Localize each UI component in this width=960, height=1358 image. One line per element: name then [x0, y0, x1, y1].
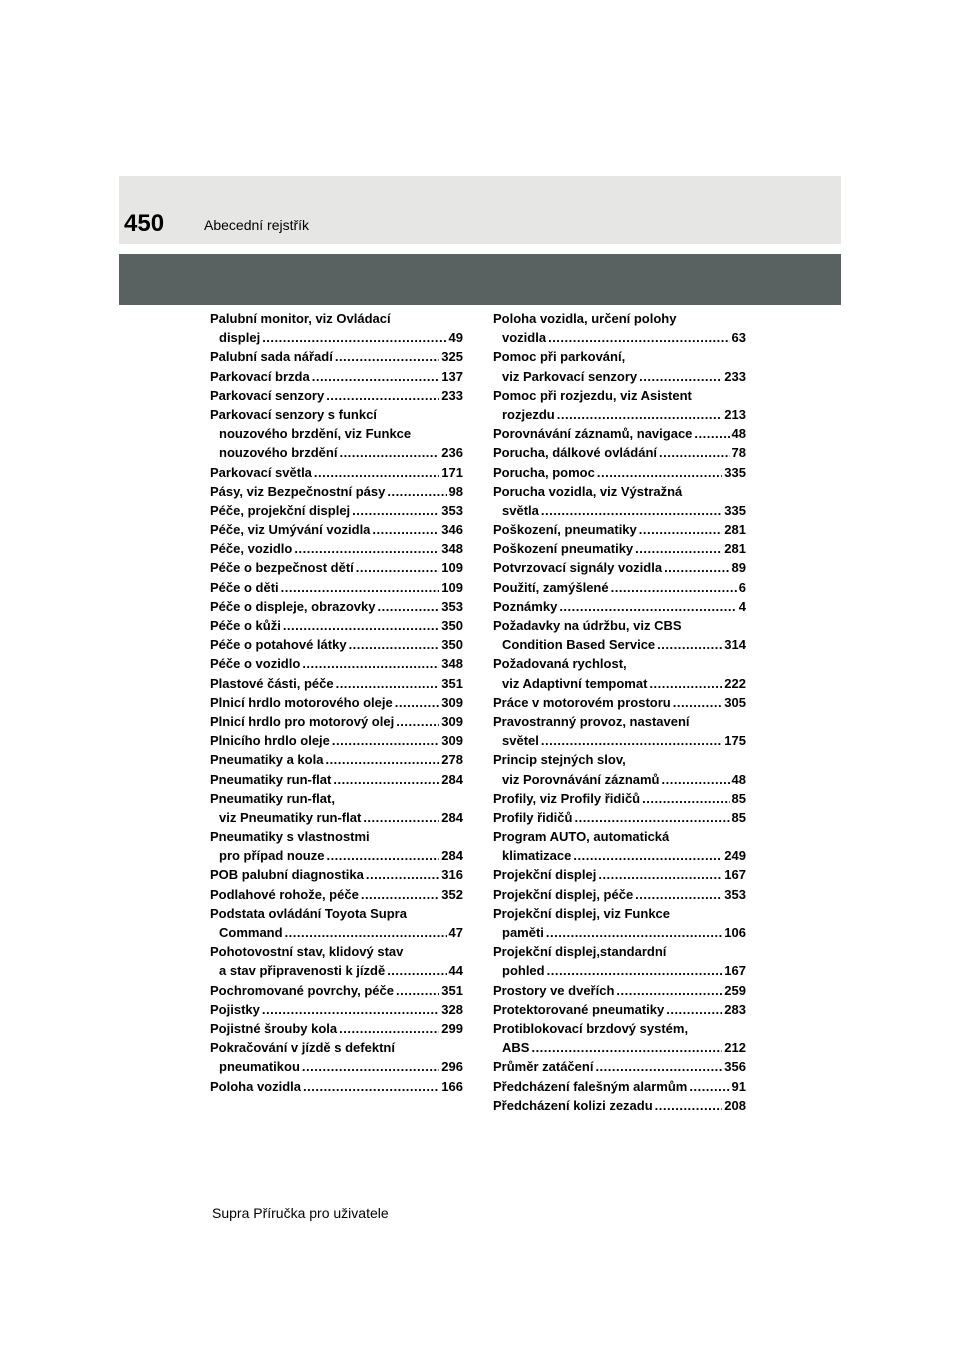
dot-leader — [659, 443, 730, 462]
dot-leader — [302, 654, 439, 673]
index-entry — [493, 712, 746, 750]
index-entry-text: Pojistky — [210, 1001, 260, 1017]
index-entry-text: Pneumatiky a kola — [210, 752, 324, 768]
dot-leader — [548, 328, 729, 347]
index-entry-page: 284 — [441, 809, 463, 825]
index-entry-text: Porucha vozidla, viz Výstražná — [493, 483, 683, 499]
index-entry-text: a stav připravenosti k jízdě — [219, 963, 386, 979]
index-entry-page: 212 — [724, 1040, 746, 1056]
index-entry-page: 106 — [724, 925, 746, 940]
index-entry-page: 236 — [441, 445, 463, 461]
dot-leader — [339, 443, 439, 462]
index-entry — [210, 750, 463, 769]
dot-leader — [281, 578, 440, 597]
index-entry — [210, 463, 463, 482]
index-entry-page: 44 — [448, 963, 463, 979]
index-entry-text: Parkovací světla — [210, 464, 312, 480]
index-entry-text: viz Pneumatiky run-flat — [219, 809, 362, 825]
index-entry-page: 137 — [441, 368, 463, 384]
dot-leader — [302, 1057, 439, 1076]
index-entry — [210, 539, 463, 558]
index-entry — [493, 789, 746, 808]
index-entry-page: 351 — [441, 675, 463, 691]
index-entry — [493, 904, 746, 942]
dot-leader — [336, 674, 440, 693]
index-entry-page: 166 — [441, 1078, 463, 1094]
index-entry-text: Projekční displej, viz Funkce — [493, 905, 671, 921]
dot-leader — [312, 367, 440, 386]
index-entry-page: 85 — [731, 809, 746, 825]
index-entry — [210, 482, 463, 501]
dot-leader — [649, 674, 722, 693]
index-entry — [210, 309, 463, 347]
dot-leader — [326, 846, 439, 865]
index-entry — [210, 654, 463, 673]
index-entry-text: paměti — [502, 925, 544, 940]
index-entry-page: 283 — [724, 1001, 746, 1017]
dot-leader — [541, 731, 722, 750]
index-entry-text: Plnicí hrdlo motorového oleje — [210, 694, 393, 710]
index-entry-text: Poškození pneumatiky — [493, 541, 634, 557]
dot-leader — [363, 808, 439, 827]
index-entry-text: Použití, zamýšlené — [493, 579, 609, 595]
index-entry-page: 350 — [441, 618, 463, 633]
dot-leader — [361, 885, 439, 904]
index-entry — [210, 635, 463, 654]
index-entry-text: vozidla — [502, 330, 547, 346]
index-entry-text: pohled — [502, 963, 545, 979]
index-entry-text: klimatizace — [502, 848, 572, 864]
index-entry-page: 63 — [731, 330, 746, 346]
index-entry-text: Podlahové rohože, péče — [210, 886, 359, 902]
dot-leader — [396, 712, 439, 731]
index-entry-page: 109 — [441, 579, 463, 595]
dot-leader — [285, 923, 447, 942]
index-entry-text: Parkovací senzory s funkcí — [210, 406, 377, 422]
index-entry-text: Parkovací senzory — [210, 387, 325, 403]
dot-leader — [664, 558, 729, 577]
index-entry-page: 284 — [441, 771, 463, 787]
index-entry-page: 89 — [731, 560, 746, 576]
dot-leader — [639, 367, 722, 386]
index-entry — [493, 539, 746, 558]
dot-leader — [557, 405, 723, 424]
dot-leader — [639, 520, 723, 539]
index-entry — [210, 674, 463, 693]
index-entry — [493, 386, 746, 424]
index-entry-text: Plnicího hrdlo oleje — [210, 733, 330, 749]
index-entry-text: displej — [219, 330, 261, 346]
index-entry-text: viz Adaptivní tempomat — [502, 675, 648, 691]
index-entry-text: Profily řidičů — [493, 809, 573, 825]
dot-leader — [559, 597, 736, 616]
index-entry-page: 259 — [724, 982, 746, 998]
dot-leader — [352, 501, 439, 520]
index-entry-page: 348 — [441, 541, 463, 557]
index-entry-page: 167 — [724, 963, 746, 979]
index-entry-page: 98 — [448, 483, 463, 499]
index-entry-page: 305 — [724, 694, 746, 710]
index-entry — [493, 865, 746, 884]
index-entry-text: Protiblokovací brzdový systém, — [493, 1020, 689, 1036]
index-entry-page: 335 — [724, 502, 746, 518]
index-entry-page: 299 — [441, 1020, 463, 1036]
index-entry — [210, 520, 463, 539]
index-entry-page: 353 — [441, 502, 463, 518]
index-entry-text: Palubní sada nářadí — [210, 349, 333, 365]
index-entry-page: 167 — [724, 867, 746, 883]
index-entry-text: Péče o displeje, obrazovky — [210, 598, 376, 614]
index-entry — [210, 1077, 463, 1096]
index-entry-text: Požadovaná rychlost, — [493, 656, 627, 672]
index-entry-page: 91 — [731, 1078, 746, 1094]
dot-leader — [666, 1000, 722, 1019]
index-entry — [210, 1019, 463, 1038]
section-title: Abecední rejstřík — [204, 217, 310, 233]
index-entry-text: Péče o potahové látky — [210, 637, 347, 653]
index-entry-text: Projekční displej, péče — [493, 886, 634, 902]
index-entry-text: Pomoc při rozjezdu, viz Asistent — [493, 387, 692, 403]
index-entry — [210, 789, 463, 827]
index-entry-page: 314 — [724, 637, 746, 653]
index-entry-text: Péče o bezpečnost dětí — [210, 560, 354, 576]
index-entry — [493, 443, 746, 462]
index-entry-page: 353 — [441, 598, 463, 614]
index-entry-page: 49 — [448, 330, 463, 346]
dot-leader — [262, 328, 446, 347]
dot-leader — [294, 539, 439, 558]
index-entry — [210, 827, 463, 865]
index-entry — [210, 386, 463, 405]
index-entry-page: 278 — [441, 752, 463, 768]
index-entry-text: Pneumatiky s vlastnostmi — [210, 829, 370, 845]
dot-leader — [387, 961, 446, 980]
index-entry-text: viz Porovnávání záznamů — [502, 771, 660, 787]
dot-leader — [597, 463, 722, 482]
index-entry — [210, 616, 463, 635]
index-entry — [493, 1077, 746, 1096]
dot-leader — [574, 808, 729, 827]
dot-leader — [396, 981, 439, 1000]
index-entry-text: Porucha, dálkové ovládání — [493, 445, 657, 461]
index-entry-page: 352 — [441, 886, 463, 902]
index-entry — [210, 558, 463, 577]
index-entry — [210, 1038, 463, 1076]
index-entry-text: nouzového brzdění — [219, 445, 338, 461]
index-entry-page: 309 — [441, 713, 463, 729]
index-entry-text: Péče o vozidlo — [210, 656, 301, 672]
index-entry — [493, 424, 746, 443]
index-entry-text: Pohotovostní stav, klidový stav — [210, 944, 404, 960]
dot-leader — [314, 463, 439, 482]
index-entry-page: 109 — [441, 560, 463, 576]
index-entry-page: 281 — [724, 522, 746, 538]
index-entry — [493, 347, 746, 385]
dot-leader — [662, 770, 730, 789]
page-number: 450 — [124, 210, 165, 237]
dot-leader — [395, 693, 440, 712]
dot-leader — [635, 885, 722, 904]
section-banner — [119, 254, 841, 305]
index-entry-text: Péče, projekční displej — [210, 502, 351, 518]
index-entry — [210, 597, 463, 616]
index-entry-text: Péče o děti — [210, 579, 279, 595]
index-entry — [493, 654, 746, 692]
index-entry-text: Plastové části, péče — [210, 675, 334, 691]
index-entry — [210, 731, 463, 750]
index-entry-page: 48 — [731, 771, 746, 787]
index-entry — [493, 558, 746, 577]
index-entry — [493, 1000, 746, 1019]
index-entry-text: Porucha, pomoc — [493, 464, 595, 480]
index-entry — [210, 367, 463, 386]
dot-leader — [262, 1000, 439, 1019]
index-entry-page: 6 — [738, 579, 746, 595]
dot-leader — [546, 923, 722, 942]
index-entry — [493, 482, 746, 520]
index-column-left — [210, 309, 463, 1096]
index-entry-page: 249 — [724, 848, 746, 864]
dot-leader — [598, 865, 722, 884]
index-entry-page: 78 — [731, 445, 746, 461]
index-entry-text: Pásy, viz Bezpečnostní pásy — [210, 483, 386, 499]
index-entry-page: 309 — [441, 733, 463, 749]
dot-leader — [642, 789, 729, 808]
index-entry-text: Porovnávání záznamů, navigace — [493, 426, 693, 442]
index-entry-text: Péče, vozidlo — [210, 541, 293, 557]
index-entry-page: 175 — [724, 733, 746, 749]
dot-leader — [366, 865, 439, 884]
index-entry-text: Parkovací brzda — [210, 368, 310, 384]
index-entry-text: pneumatikou — [219, 1059, 300, 1075]
dot-leader — [325, 750, 439, 769]
dot-leader — [349, 635, 440, 654]
index-entry-page: 48 — [731, 426, 746, 442]
index-entry — [493, 520, 746, 539]
index-entry-text: Poznámky — [493, 598, 558, 614]
index-entry-text: Palubní monitor, viz Ovládací — [210, 311, 391, 326]
index-entry-page: 328 — [441, 1001, 463, 1017]
index-entry-page: 85 — [731, 790, 746, 806]
dot-leader — [689, 1077, 729, 1096]
index-entry-text: světla — [502, 502, 539, 518]
dot-leader — [673, 693, 723, 712]
index-entry-text: Projekční displej,standardní — [493, 944, 667, 960]
index-entry — [210, 578, 463, 597]
index-entry-page: 335 — [724, 464, 746, 480]
index-entry-page: 309 — [441, 694, 463, 710]
index-entry-text: Péče o kůži — [210, 618, 281, 633]
index-entry-text: Pneumatiky run-flat, — [210, 790, 335, 806]
dot-leader — [694, 424, 729, 443]
index-entry — [210, 693, 463, 712]
dot-leader — [283, 616, 439, 635]
index-entry — [493, 693, 746, 712]
dot-leader — [531, 1038, 722, 1057]
index-entry-text: Pochromované povrchy, péče — [210, 982, 394, 998]
index-entry-page: 284 — [441, 848, 463, 864]
index-entry — [210, 885, 463, 904]
dot-leader — [547, 961, 723, 980]
index-entry — [493, 885, 746, 904]
dot-leader — [657, 635, 722, 654]
index-entry-page: 296 — [441, 1059, 463, 1075]
index-entry-text: Command — [219, 925, 283, 940]
index-entry-page: 4 — [738, 598, 746, 614]
index-entry-text: Pojistné šrouby kola — [210, 1020, 338, 1036]
index-entry — [493, 1019, 746, 1057]
index-entry — [210, 770, 463, 789]
index-entry-text: Podstata ovládání Toyota Supra — [210, 905, 407, 921]
index-entry-page: 233 — [724, 368, 746, 384]
index-entry-text: Práce v motorovém prostoru — [493, 694, 671, 710]
index-entry-page: 353 — [724, 886, 746, 902]
dot-leader — [339, 1019, 439, 1038]
dot-leader — [595, 1057, 722, 1076]
dot-leader — [541, 501, 722, 520]
index-entry — [493, 827, 746, 865]
dot-leader — [611, 578, 737, 597]
index-entry-text: ABS — [502, 1040, 530, 1056]
dot-leader — [303, 1077, 439, 1096]
index-entry-text: Program AUTO, automatická — [493, 829, 670, 845]
index-entry-page: 171 — [441, 464, 463, 480]
index-entry — [493, 616, 746, 654]
index-entry-page: 222 — [724, 675, 746, 691]
index-entry — [210, 347, 463, 366]
index-entry-page: 351 — [441, 982, 463, 998]
dot-leader — [573, 846, 722, 865]
index-entry — [493, 981, 746, 1000]
index-entry-text: Předcházení kolizi zezadu — [493, 1097, 653, 1113]
index-entry-text: Prostory ve dveřích — [493, 982, 615, 998]
index-entry-text: Protektorované pneumatiky — [493, 1001, 665, 1017]
index-entry-page: 213 — [724, 406, 746, 422]
index-entry-text: Potvrzovací signály vozidla — [493, 560, 663, 576]
index-entry — [493, 942, 746, 980]
index-entry-text: POB palubní diagnostika — [210, 867, 364, 883]
index-entry — [210, 865, 463, 884]
index-entry-text: Pomoc při parkování, — [493, 349, 626, 365]
index-entry-text: pro případ nouze — [219, 848, 325, 864]
index-entry — [493, 309, 746, 347]
index-entry-text: Condition Based Service — [502, 637, 656, 653]
index-entry-page: 356 — [724, 1059, 746, 1075]
index-entry-page: 208 — [724, 1097, 746, 1113]
index-entry-page: 281 — [724, 541, 746, 557]
index-entry-page: 350 — [441, 637, 463, 653]
index-entry-text: Požadavky na údržbu, viz CBS — [493, 618, 682, 633]
index-entry — [210, 501, 463, 520]
index-entry — [493, 578, 746, 597]
dot-leader — [616, 981, 722, 1000]
index-entry-text: viz Parkovací senzory — [502, 368, 638, 384]
index-entry-text: Pneumatiky run-flat — [210, 771, 332, 787]
index-entry — [210, 712, 463, 731]
index-entry-text: světel — [502, 733, 539, 749]
index-entry-page: 348 — [441, 656, 463, 672]
index-entry-page: 316 — [441, 867, 463, 883]
index-entry-text: Péče, viz Umývání vozidla — [210, 522, 371, 538]
index-entry-page: 233 — [441, 387, 463, 403]
index-entry-text: Předcházení falešným alarmům — [493, 1078, 688, 1094]
dot-leader — [377, 597, 439, 616]
index-entry — [493, 750, 746, 788]
dot-leader — [356, 558, 440, 577]
index-entry-text: nouzového brzdění, viz Funkce — [219, 426, 412, 442]
dot-leader — [335, 347, 439, 366]
dot-leader — [635, 539, 722, 558]
index-entry — [210, 904, 463, 942]
dot-leader — [326, 386, 439, 405]
index-entry-text: Poškození, pneumatiky — [493, 522, 637, 538]
index-entry-text: Plnicí hrdlo pro motorový olej — [210, 713, 395, 729]
footer-text: Supra Příručka pro uživatele — [212, 1205, 389, 1221]
index-entry — [210, 1000, 463, 1019]
index-entry-page: 325 — [441, 349, 463, 365]
index-entry-text: Pokračování v jízdě s defektní — [210, 1040, 395, 1056]
index-entry-text: Poloha vozidla — [210, 1078, 302, 1094]
index-entry-text: Pravostranný provoz, nastavení — [493, 713, 690, 729]
index-entry — [210, 981, 463, 1000]
index-entry — [493, 597, 746, 616]
index-entry-text: Princip stejných slov, — [493, 752, 626, 768]
dot-leader — [387, 482, 446, 501]
index-entry-page: 346 — [441, 522, 463, 538]
dot-leader — [332, 731, 439, 750]
index-entry — [210, 942, 463, 980]
index-entry — [493, 463, 746, 482]
index-entry — [493, 1057, 746, 1076]
dot-leader — [655, 1096, 723, 1115]
dot-leader — [372, 520, 439, 539]
index-column-right — [493, 309, 746, 1115]
dot-leader — [333, 770, 439, 789]
index-entry-text: Projekční displej — [493, 867, 597, 883]
index-entry — [493, 1096, 746, 1115]
index-entry-text: rozjezdu — [502, 406, 555, 422]
index-entry — [210, 405, 463, 463]
index-entry — [493, 808, 746, 827]
header-band — [119, 176, 841, 244]
index-entry-text: Profily, viz Profily řidičů — [493, 790, 641, 806]
index-entry-page: 47 — [448, 925, 463, 940]
index-entry-text: Poloha vozidla, určení polohy — [493, 311, 677, 326]
index-entry-text: Průměr zatáčení — [493, 1059, 594, 1075]
